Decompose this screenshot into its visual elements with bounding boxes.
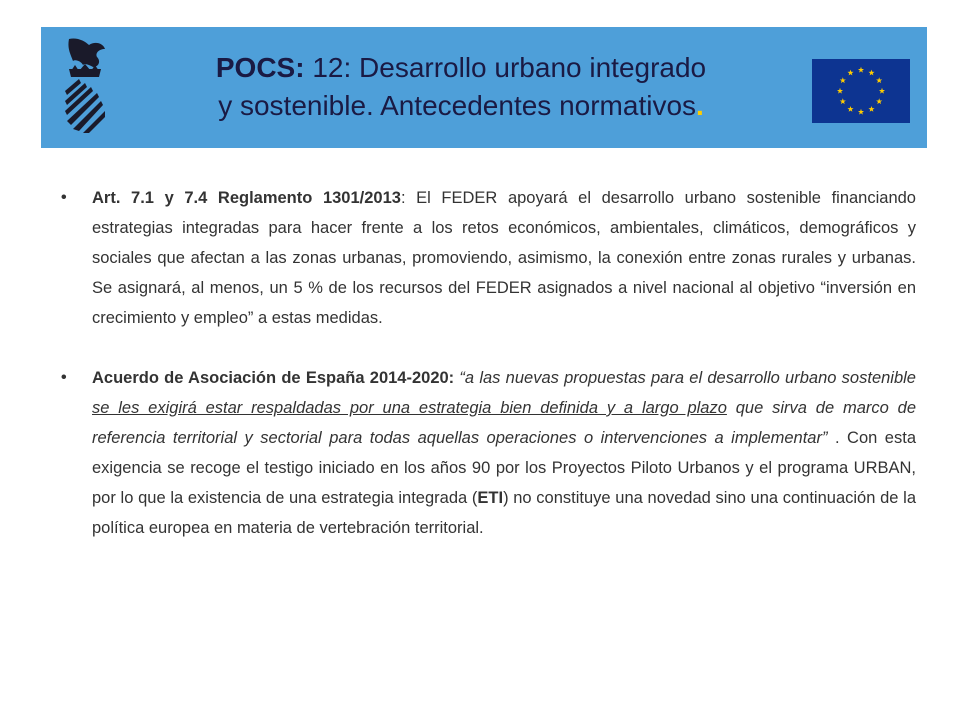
title-banner — [41, 27, 927, 148]
quote-part-b: que sirva de marco de referencia territorial y sectorial para todas aquellas operaciones o intervenciones a implementar” — [92, 399, 916, 447]
bullet-marker: • — [61, 369, 67, 386]
bullet-lead: Acuerdo de Asociación de España 2014-2020: — [92, 369, 455, 387]
title-line-1: 12: Desarrollo urbano integrado — [304, 52, 707, 83]
coat-of-arms-icon — [55, 35, 115, 139]
bullet-lead: Art. 7.1 y 7.4 Reglamento 1301/2013 — [92, 189, 401, 207]
title-line-2: y sostenible. Antecedentes normativos — [218, 90, 697, 121]
eu-flag-icon — [812, 59, 910, 123]
eti-abbreviation: ETI — [477, 489, 504, 507]
bullet-text-b: ) no constituye una novedad sino una continuación de la política europea en materia de vertebración territorial. — [92, 489, 916, 537]
content-body — [56, 183, 916, 573]
quote-part-a: “a las nuevas propuestas para el desarrollo urbano sostenible — [454, 369, 916, 387]
title-prefix: POCS: — [215, 52, 305, 83]
bullet-text-a: . Con esta exigencia se recoge el testigo iniciado en los años 90 por los Proyectos Piloto Urbanos y el programa URBAN, por lo que la existencia de una estrategia integrada ( — [92, 429, 916, 507]
title-dot: . — [696, 90, 704, 121]
page-title — [136, 49, 786, 125]
bullet-reglamento — [56, 183, 916, 333]
bullet-marker: • — [61, 189, 67, 206]
bullet-text: : El FEDER apoyará el desarrollo urbano sostenible financiando estrategias integradas para hacer frente a los retos económicos, ambientales, climáticos, demográficos y sociales que afectan a las zonas urbanas, promoviendo, asimismo, la conexión entre zonas rurales y urbanas. Se asignará, al menos, un 5 % de los recursos del FEDER asignados a nivel nacional al objetivo “inversión en crecimiento y empleo” a estas medidas. — [92, 189, 916, 327]
quote-underlined: se les exigirá estar respaldadas por una estrategia bien definida y a largo plazo — [92, 399, 727, 417]
bullet-acuerdo — [56, 363, 916, 543]
